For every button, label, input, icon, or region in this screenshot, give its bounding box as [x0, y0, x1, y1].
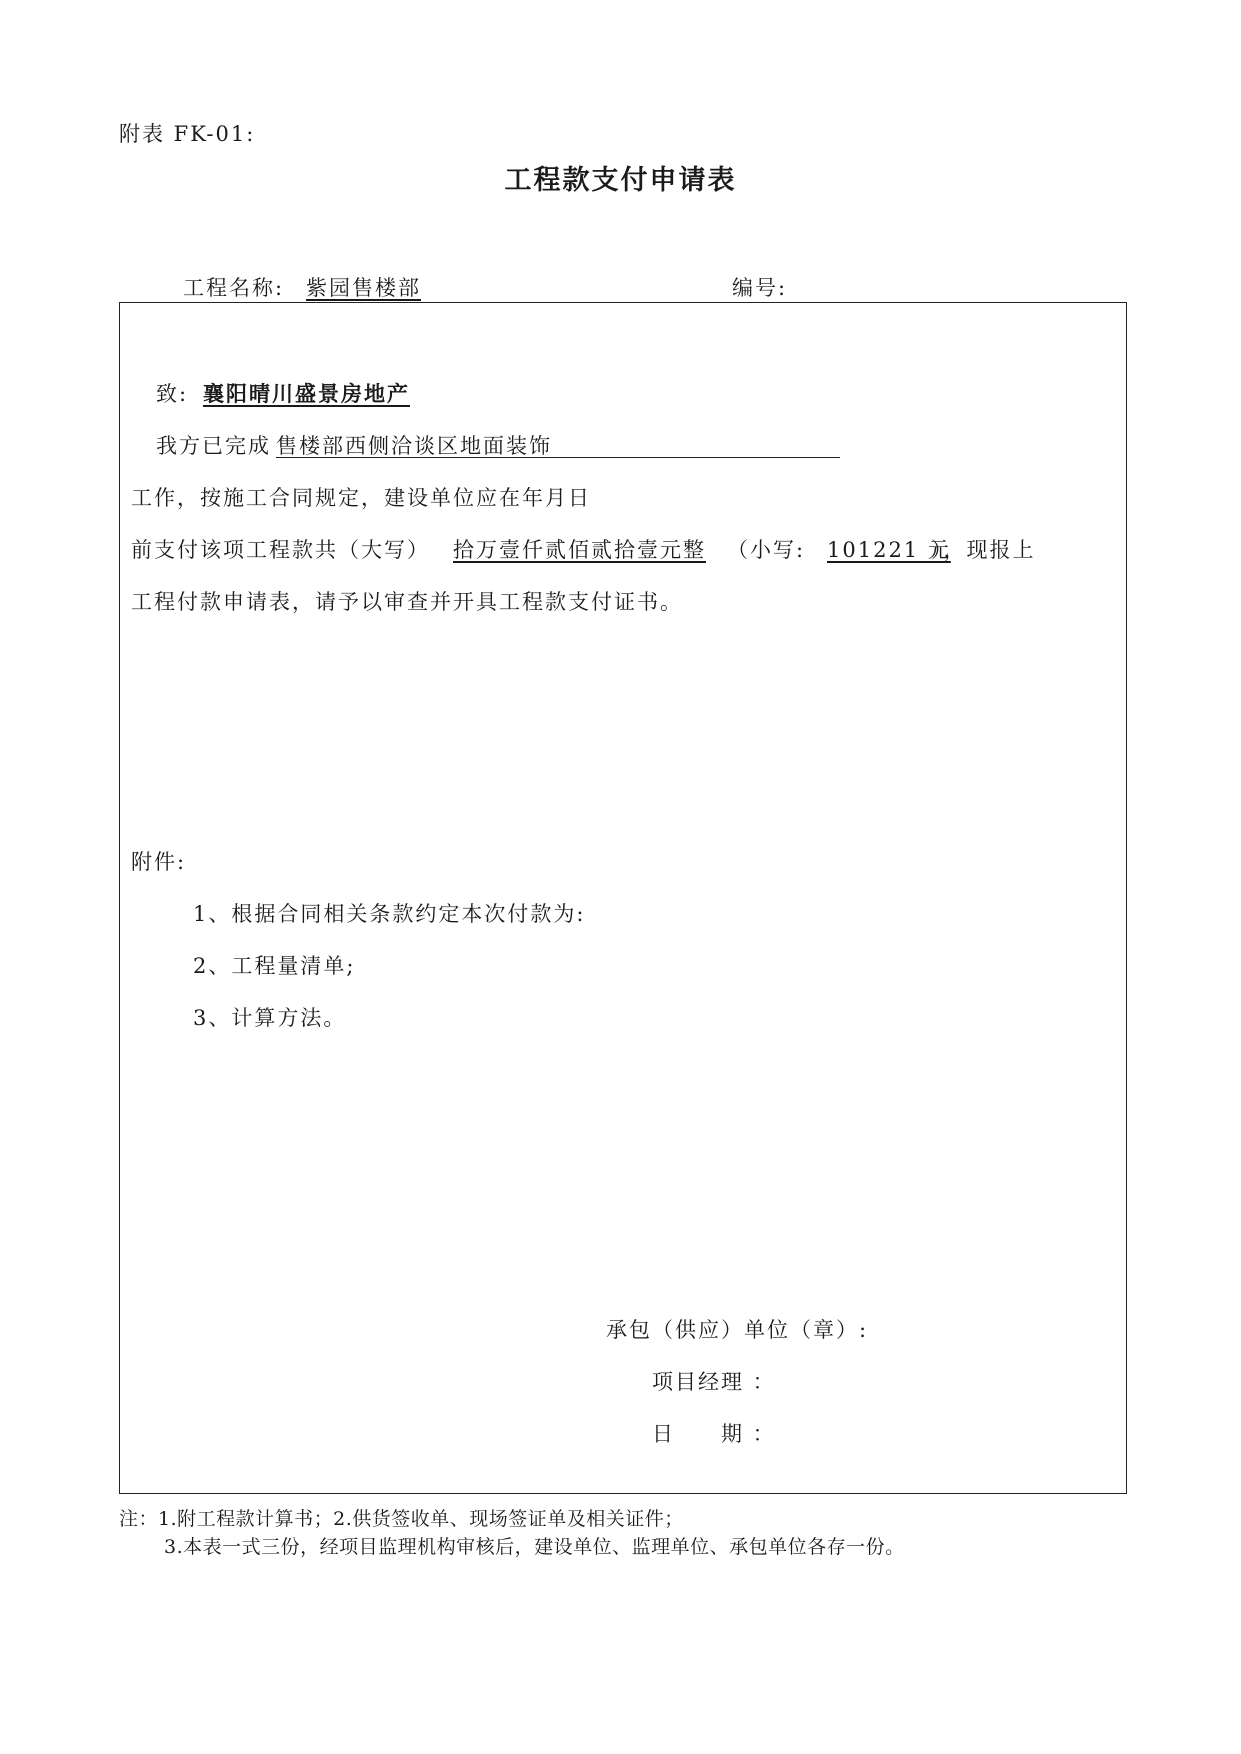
- completed-work: 售楼部西侧洽谈区地面装饰: [276, 434, 552, 458]
- work-underline: [276, 457, 840, 458]
- attachment-item: 1、根据合同相关条款约定本次付款为:: [193, 902, 586, 926]
- attachment-item: 3、计算方法。: [193, 1006, 347, 1030]
- form-code: 附表 FK-01:: [119, 122, 256, 146]
- note-line-1: 注：1.附工程款计算书；2.供货签收单、现场签证单及相关证件；: [119, 1508, 684, 1530]
- date-label: 日 期 ：: [652, 1422, 776, 1446]
- attachments-label: 附件:: [131, 850, 187, 874]
- page-title: 工程款支付申请表: [504, 165, 737, 196]
- amount-upper: 拾万壹仟贰佰贰拾壹元整: [453, 538, 706, 562]
- completed-prefix: 我方已完成: [156, 434, 271, 458]
- payment-terms-line: 工作，按施工合同规定，建设单位应在年月日: [131, 486, 591, 510]
- to-label: 致:: [156, 382, 189, 406]
- amount-prefix: 前支付该项工程款共（大写）: [131, 538, 430, 562]
- project-name-value: 紫园售楼部: [306, 276, 421, 300]
- attachment-item: 2、工程量清单;: [193, 954, 356, 978]
- contractor-seal-label: 承包（供应）单位（章）:: [606, 1318, 869, 1342]
- recipient-name: 襄阳晴川盛景房地产: [203, 381, 410, 406]
- request-line: 工程付款申请表，请予以审查并开具工程款支付证书。: [131, 590, 683, 614]
- project-number-label: 编号:: [732, 276, 788, 300]
- amount-lower: 101221 元: [827, 538, 951, 562]
- note-line-2: 3.本表一式三份，经项目监理机构审核后，建设单位、监理单位、承包单位各存一份。: [164, 1536, 905, 1558]
- project-name-label: 工程名称:: [183, 276, 285, 300]
- amount-lower-label: （小写:: [727, 538, 806, 562]
- project-manager-label: 项目经理 ：: [652, 1370, 776, 1394]
- amount-suffix: ），现报上: [931, 538, 1036, 562]
